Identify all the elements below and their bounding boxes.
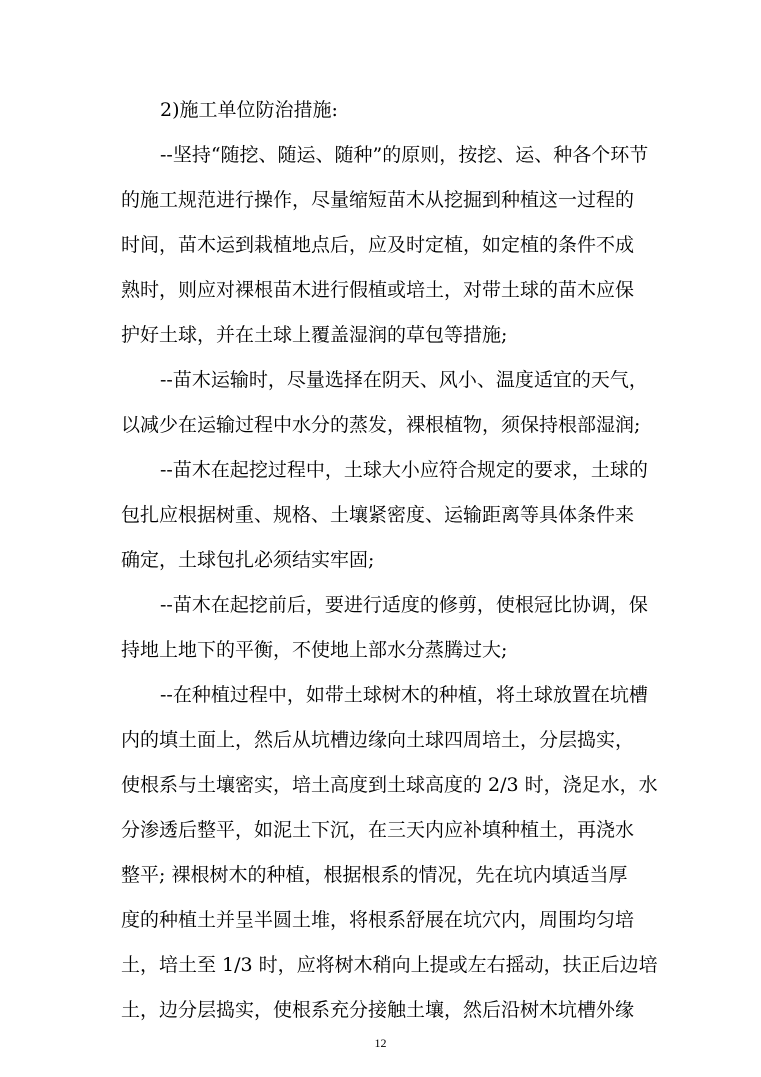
page-number: 12 xyxy=(374,1036,387,1050)
section-heading: 2)施工单位防治措施: xyxy=(160,99,338,121)
paragraph-line: 土，培土至 1/3 时，应将树木稍向上提或左右摇动，扶正后边培 xyxy=(121,954,658,976)
paragraph-line: 持地上地下的平衡，不使地上部水分蒸腾过大; xyxy=(121,639,508,661)
paragraph-line: 护好土球，并在土球上覆盖湿润的草包等措施; xyxy=(121,324,508,346)
paragraph-line: 时间，苗木运到栽植地点后，应及时定植，如定植的条件不成 xyxy=(121,234,635,256)
paragraph-line: --在种植过程中，如带土球树木的种植，将土球放置在坑槽 xyxy=(160,684,648,706)
paragraph-line: 土，边分层捣实，使根系充分接触土壤，然后沿树木坑槽外缘 xyxy=(121,999,635,1021)
paragraph-line: 的施工规范进行操作，尽量缩短苗木从挖掘到种植这一过程的 xyxy=(121,189,635,211)
paragraph-line: 以减少在运输过程中水分的蒸发，裸根植物，须保持根部湿润; xyxy=(121,414,641,436)
paragraph-line: 使根系与土壤密实，培土高度到土球高度的 2/3 时，浇足水，水 xyxy=(121,774,658,796)
paragraph-line: --苗木在起挖过程中，土球大小应符合规定的要求，土球的 xyxy=(160,459,648,481)
paragraph-line: 内的填土面上，然后从坑槽边缘向土球四周培土，分层捣实， xyxy=(121,729,635,751)
paragraph-line: --坚持“随挖、随运、随种”的原则，按挖、运、种各个环节 xyxy=(160,144,649,166)
paragraph-line: 整平; 裸根树木的种植，根据根系的情况，先在坑内填适当厚 xyxy=(121,864,628,886)
paragraph-line: --苗木运输时，尽量选择在阴天、风小、温度适宜的天气， xyxy=(160,369,648,391)
paragraph-line: 分渗透后整平，如泥土下沉，在三天内应补填种植土，再浇水 xyxy=(121,819,635,841)
paragraph-line: 熟时，则应对裸根苗木进行假植或培土，对带土球的苗木应保 xyxy=(121,279,635,301)
paragraph-line: --苗木在起挖前后，要进行适度的修剪，使根冠比协调，保 xyxy=(160,594,648,616)
paragraph-line: 确定，土球包扎必须结实牢固; xyxy=(121,549,375,571)
paragraph-line: 度的种植土并呈半圆土堆，将根系舒展在坑穴内，周围均匀培 xyxy=(121,909,635,931)
paragraph-line: 包扎应根据树重、规格、土壤紧密度、运输距离等具体条件来 xyxy=(121,504,635,526)
